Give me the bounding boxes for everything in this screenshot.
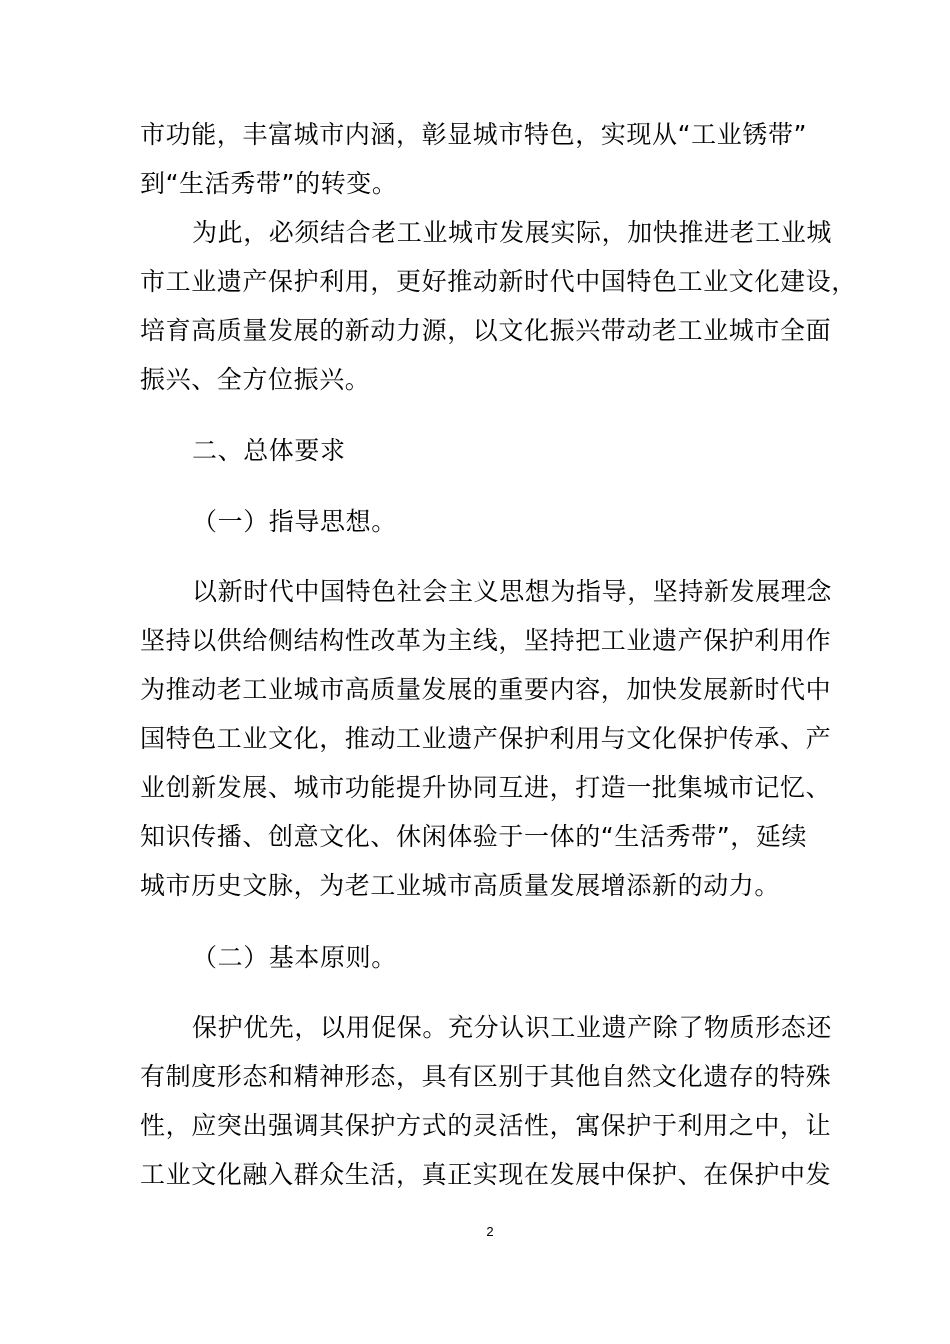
text-line: 振兴、全方位振兴。: [140, 365, 371, 394]
text-line: 到“生活秀带”的转变。: [140, 169, 398, 198]
page-number: 2: [486, 1224, 494, 1239]
text-line: 知识传播、创意文化、休闲体验于一体的“生活秀带”，延续: [140, 822, 808, 851]
subsection-heading: （二）基本原则。: [192, 943, 397, 972]
subsection-heading: （一）指导思想。: [192, 507, 397, 536]
paragraph-first-line: 以新时代中国特色社会主义思想为指导，坚持新发展理念: [192, 577, 833, 606]
text-line: 为推动老工业城市高质量发展的重要内容，加快发展新时代中: [140, 675, 832, 704]
section-heading: 二、总体要求: [192, 436, 346, 465]
text-line: 性，应突出强调其保护方式的灵活性，寓保护于利用之中，让: [140, 1111, 832, 1140]
paragraph-first-line: 为此，必须结合老工业城市发展实际，加快推进老工业城: [192, 218, 833, 247]
text-line: 坚持以供给侧结构性改革为主线，坚持把工业遗产保护利用作: [140, 626, 832, 655]
text-line: 市工业遗产保护利用，更好推动新时代中国特色工业文化建设，: [140, 267, 857, 296]
paragraph-first-line: 保护优先，以用促保。充分认识工业遗产除了物质形态还: [192, 1013, 833, 1042]
text-line: 培育高质量发展的新动力源，以文化振兴带动老工业城市全面: [140, 316, 832, 345]
text-line: 工业文化融入群众生活，真正实现在发展中保护、在保护中发: [140, 1160, 832, 1189]
text-line: 城市历史文脉，为老工业城市高质量发展增添新的动力。: [140, 871, 781, 900]
text-line: 市功能，丰富城市内涵，彰显城市特色，实现从“工业锈带”: [140, 120, 808, 149]
text-line: 有制度形态和精神形态，具有区别于其他自然文化遗存的特殊: [140, 1062, 832, 1091]
text-line: 国特色工业文化，推动工业遗产保护利用与文化保护传承、产: [140, 724, 832, 753]
text-line: 业创新发展、城市功能提升协同互进，打造一批集城市记忆、: [140, 773, 832, 802]
